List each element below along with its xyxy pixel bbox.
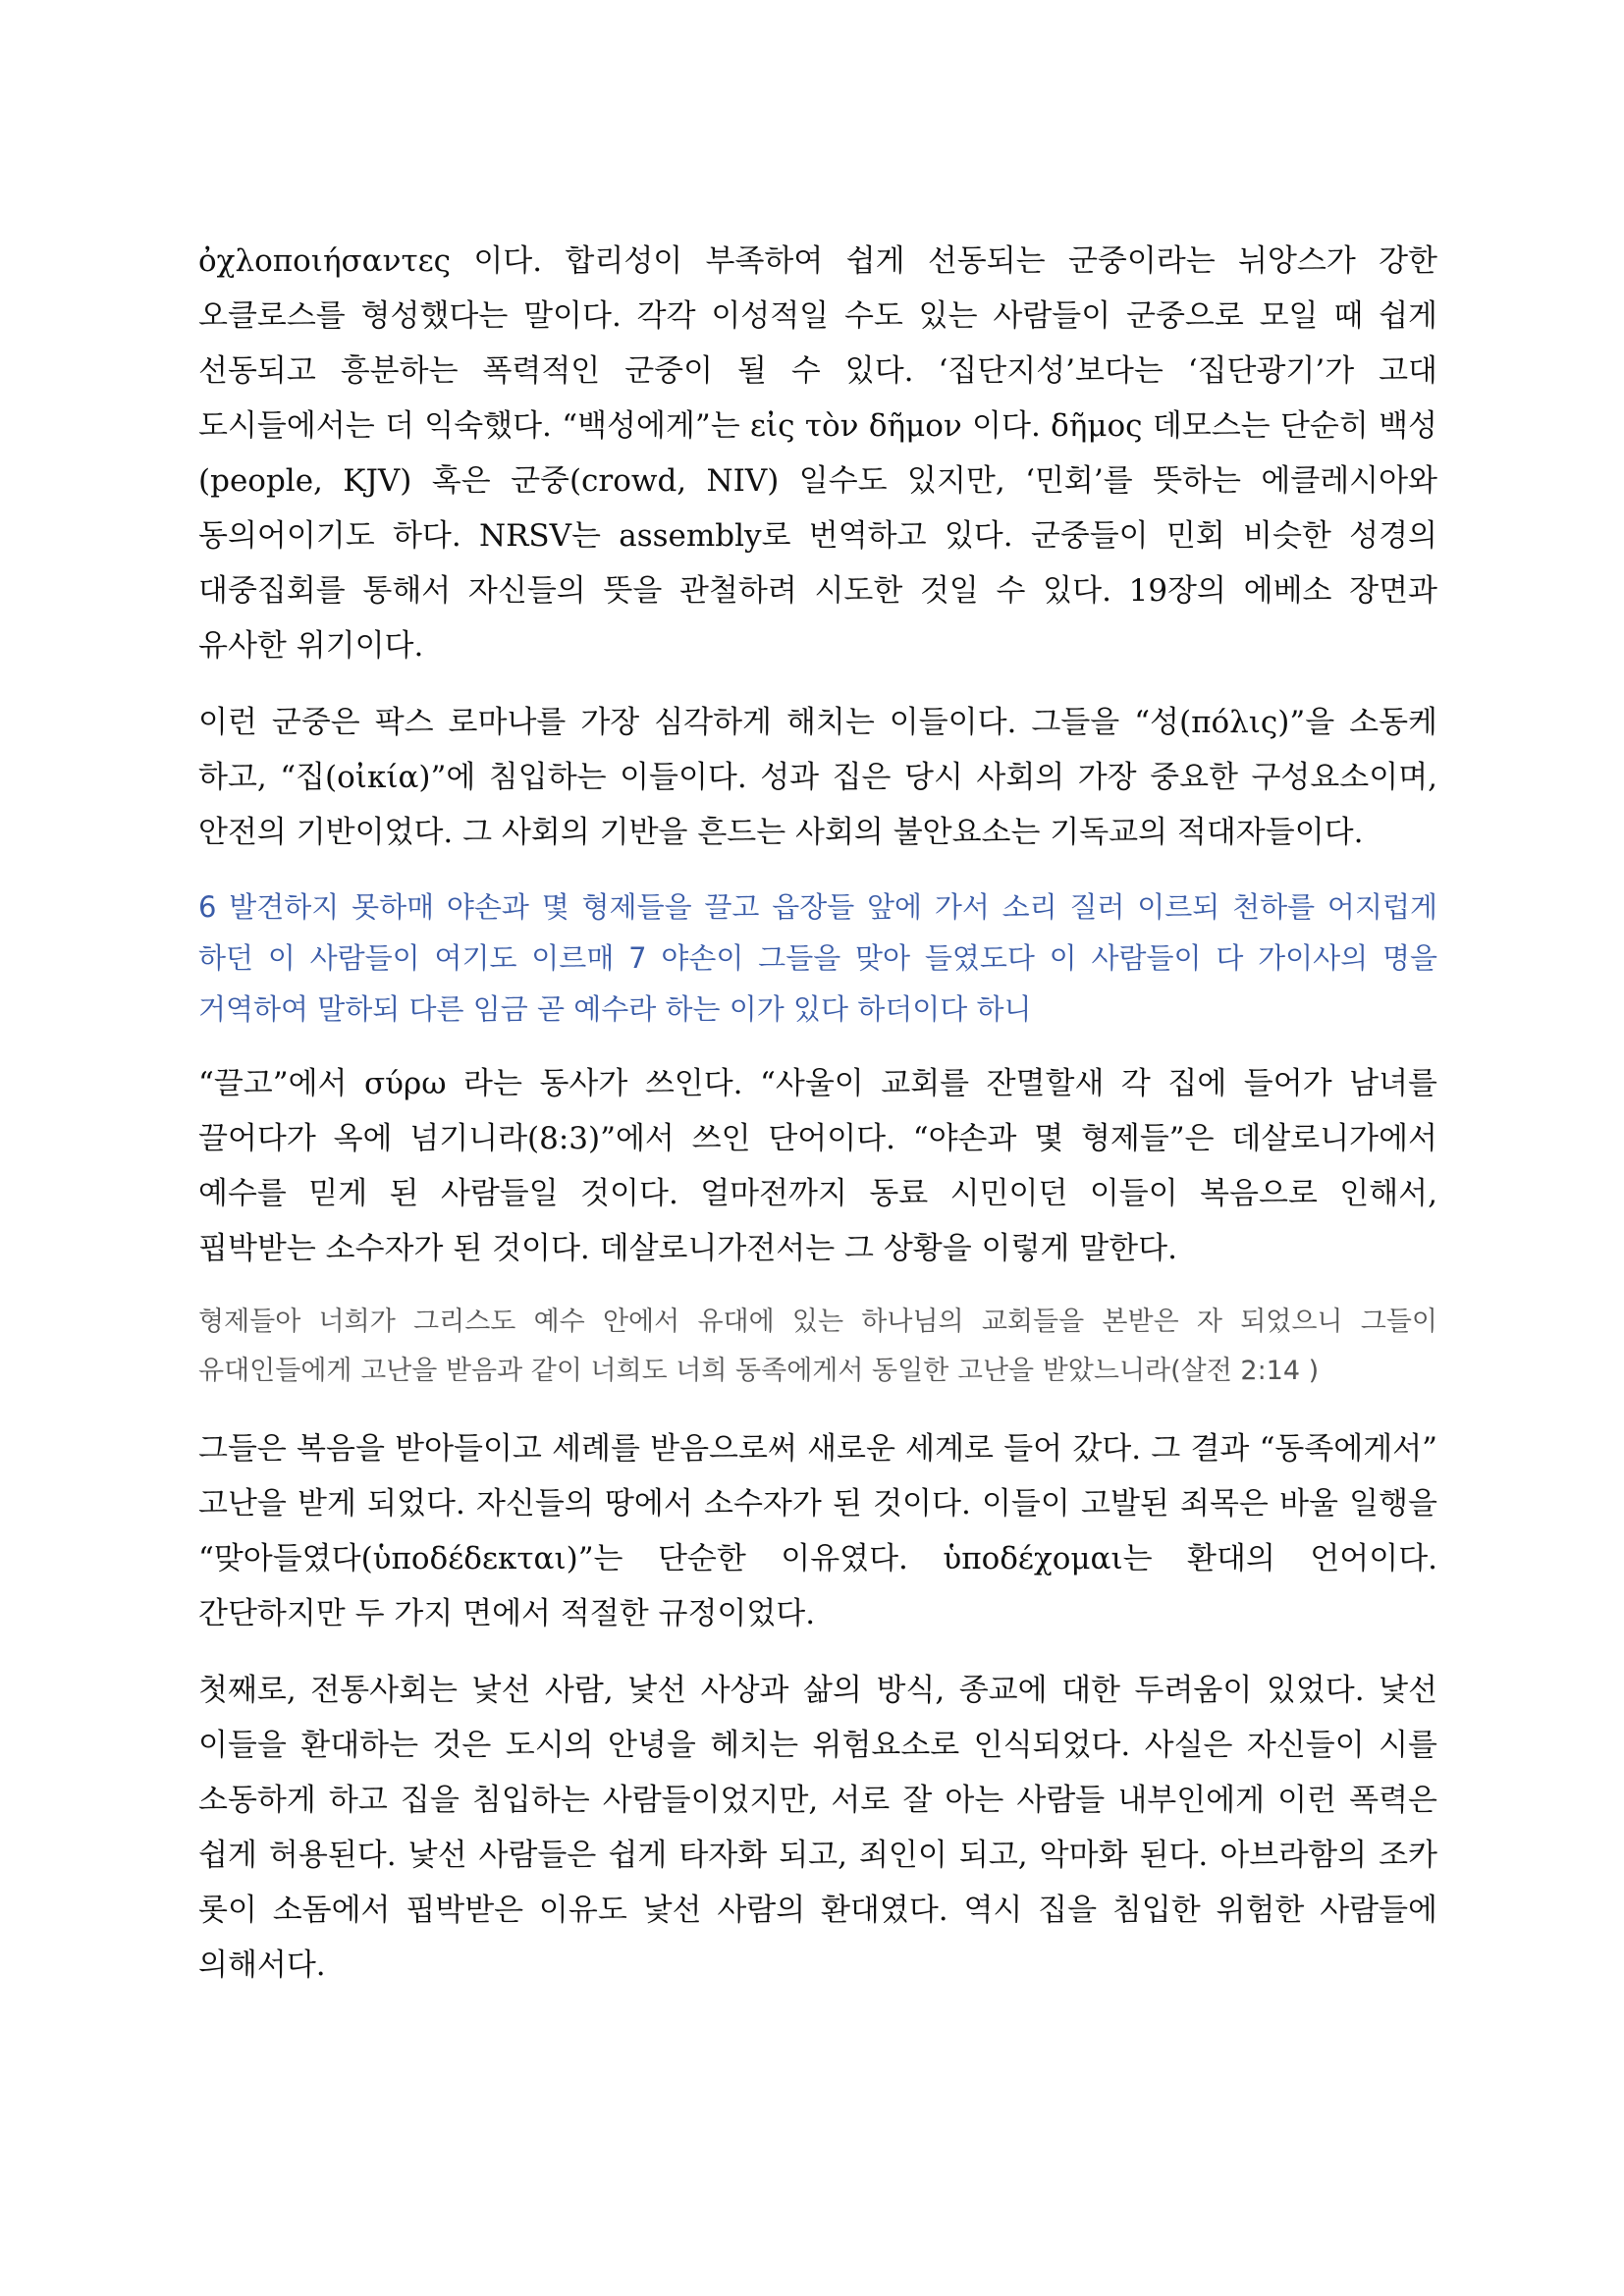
paragraph-ochlos: ὀχλοποιήσαντες 이다. 합리성이 부족하여 쉽게 선동되는 군중이라는 뉘앙스가 강한 오클로스를 형성했다는 말이다. 각각 이성적일 수도 있는 사람들이 군중으로 모일 때 쉽게 선동되고 흥분하는 폭력적인 군중이 될 수 있다. ‘집단지성’보다는 ‘집단광기’가 고대 도시들에서는 더 익숙했다. “백성에게”는 εἰς τὸν δῆμον 이다. δῆμος 데모스는 단순히 백성(people, KJV) 혹은 군중(crowd, NIV) 일수도 있지만, ‘민회’를 뜻하는 에클레시아와 동의어이기도 하다. NRSV는 assembly로 번역하고 있다. 군중들이 민회 비슷한 성경의 대중집회를 통해서 자신들의 뜻을 관철하려 시도한 것일 수 있다. 19장의 에베소 장면과 유사한 위기이다. <box>198 243 1437 664</box>
scripture-verse-acts-17-6-7: 6 발견하지 못하매 야손과 몇 형제들을 끌고 읍장들 앞에 가서 소리 질러 이르되 천하를 어지럽게 하던 이 사람들이 여기도 이르매 7 야손이 그들을 맞아 들였도다 이 사람들이 다 가이사의 명을 거역하여 말하되 다른 임금 곧 예수라 하는 이가 있다 하더이다 하니 <box>198 890 1437 1026</box>
paragraph-syro: “끌고”에서 σύρω 라는 동사가 쓰인다. “사울이 교회를 잔멸할새 각 집에 들어가 남녀를 끌어다가 옥에 넘기니라(8:3)”에서 쓰인 단어이다. “야손과 몇 형제들”은 데살로니가에서 예수를 믿게 된 사람들일 것이다. 얼마전까지 동료 시민이던 이들이 복음으로 인해서, 핍박받는 소수자가 된 것이다. 데살로니가전서는 그 상황을 이렇게 말한다. <box>198 1066 1438 1266</box>
scripture-quote-1thess-2-14: 형제들아 너희가 그리스도 예수 안에서 유대에 있는 하나님의 교회들을 본받은 자 되었으니 그들이 유대인들에게 고난을 받음과 같이 너희도 너희 동족에게서 동일한 고난을 받았느니라(살전 2:14 ) <box>198 1307 1437 1386</box>
paragraph-hospitality: 그들은 복음을 받아들이고 세례를 받음으로써 새로운 세계로 들어 갔다. 그 결과 “동족에게서” 고난을 받게 되었다. 자신들의 땅에서 소수자가 된 것이다. 이들이 고발된 죄목은 바울 일행을 “맞아들였다(ὑποδέδεκται)”는 단순한 이유였다. ὑποδέχομαι는 환대의 언어이다. 간단하지만 두 가지 면에서 적절한 규정이었다. <box>198 1431 1437 1631</box>
document-page <box>198 234 1437 2014</box>
paragraph-pax-romana: 이런 군중은 팍스 로마나를 가장 심각하게 해치는 이들이다. 그들을 “성(πόλις)”을 소동케 하고, “집(οἰκία)”에 침입하는 이들이다. 성과 집은 당시 사회의 가장 중요한 구성요소이며, 안전의 기반이었다. 그 사회의 기반을 흔드는 사회의 불안요소는 기독교의 적대자들이다. <box>198 705 1437 850</box>
paragraph-first-reason: 첫째로, 전통사회는 낯선 사람, 낯선 사상과 삶의 방식, 종교에 대한 두려움이 있었다. 낯선 이들을 환대하는 것은 도시의 안녕을 헤치는 위험요소로 인식되었다. 사실은 자신들이 시를 소동하게 하고 집을 침입하는 사람들이었지만, 서로 잘 아는 사람들 내부인에게 이런 폭력은 쉽게 허용된다. 낯선 사람들은 쉽게 타자화 되고, 죄인이 되고, 악마화 된다. 아브라함의 조카 롯이 소돔에서 핍박받은 이유도 낯선 사람의 환대였다. 역시 집을 침입한 위험한 사람들에 의해서다. <box>198 1673 1437 1983</box>
